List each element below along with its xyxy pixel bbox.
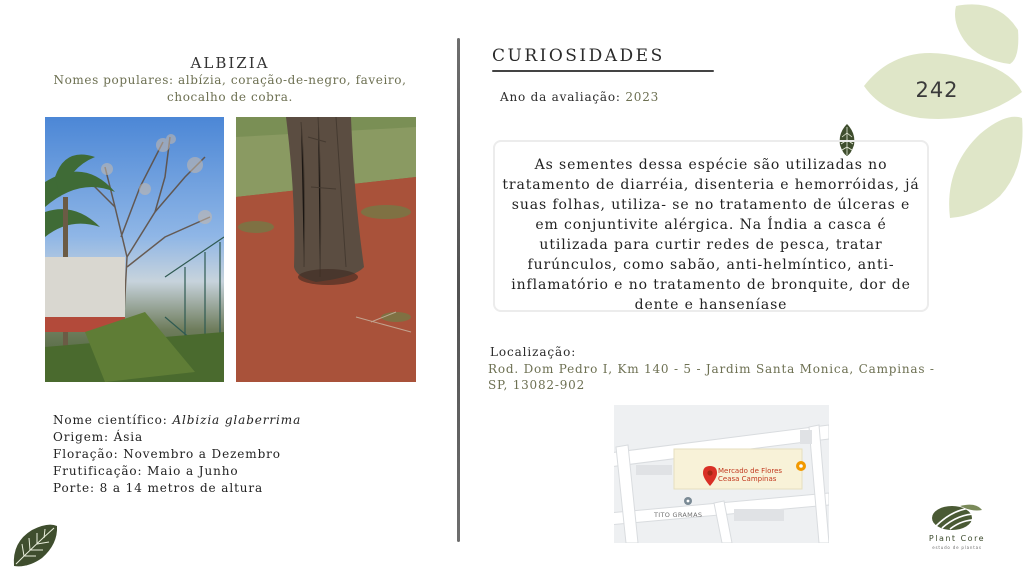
origin-label: Origem: <box>53 430 109 444</box>
plant-title: ALBIZIA <box>190 54 270 72</box>
map-pin-icon[interactable] <box>703 466 717 486</box>
column-divider <box>457 38 460 542</box>
fruiting-label: Frutificação: <box>53 464 143 478</box>
size-row <box>53 480 301 497</box>
evaluation-value: 2023 <box>625 90 660 104</box>
map-place-line1: Mercado de Flores <box>718 467 783 475</box>
tree-photo-canopy <box>45 117 224 382</box>
plant-core-logo <box>930 502 984 532</box>
scientific-name: Albizia glaberrima <box>172 413 302 427</box>
leaf-icon <box>860 0 1024 224</box>
map-place-label[interactable] <box>718 467 782 483</box>
evaluation-year <box>500 90 659 104</box>
scientific-name-row <box>53 412 301 429</box>
title-underline <box>492 70 714 72</box>
flowering-row <box>53 446 301 463</box>
scientific-name-label: Nome científico: <box>53 413 168 427</box>
map-place2-label[interactable]: TITO GRAMAS <box>654 511 703 519</box>
location-label: Localização: <box>490 345 577 359</box>
popular-names: Nomes populares: albízia, coração-de-negro, faveiro, chocalho de cobra. <box>53 73 407 104</box>
evaluation-label: Ano da avaliação: <box>500 90 621 104</box>
curiosities-title: CURIOSIDADES <box>492 46 665 66</box>
map-place-line2: Ceasa Campinas <box>718 475 777 483</box>
fruiting-value: Maio a Junho <box>147 464 239 478</box>
origin-row <box>53 429 301 446</box>
flowering-value: Novembro a Dezembro <box>123 447 281 461</box>
brand-name: Plant Core <box>928 534 986 543</box>
page-number: 242 <box>915 78 959 102</box>
tree-photo-trunk <box>236 117 416 382</box>
brand-tagline: estudo de plantas <box>932 545 982 550</box>
leaf-icon <box>10 522 60 570</box>
flowering-label: Floração: <box>53 447 119 461</box>
fruiting-row <box>53 463 301 480</box>
location-address: Rod. Dom Pedro I, Km 140 - 5 - Jardim Santa Monica, Campinas - SP, 13082-902 <box>488 362 935 392</box>
plant-facts <box>53 412 301 497</box>
size-value: 8 a 14 metros de altura <box>99 481 264 495</box>
location-map[interactable] <box>614 405 829 543</box>
origin-value: Ásia <box>113 430 144 444</box>
size-label: Porte: <box>53 481 95 495</box>
curiosities-text: As sementes dessa espécie são utilizadas no tratamento de diarréia, disenteria e hemorróidas, já suas folhas, utiliza- se no tratamento de úlceras e em conjuntivite alérgica. Na Índia a casca é utilizada para curtir redes de pesca, tratar furúnculos, como sabão, anti-helmíntico, anti-inflamatório e no tratamento de bronquite, dor de dente e hanseníase <box>502 157 920 313</box>
